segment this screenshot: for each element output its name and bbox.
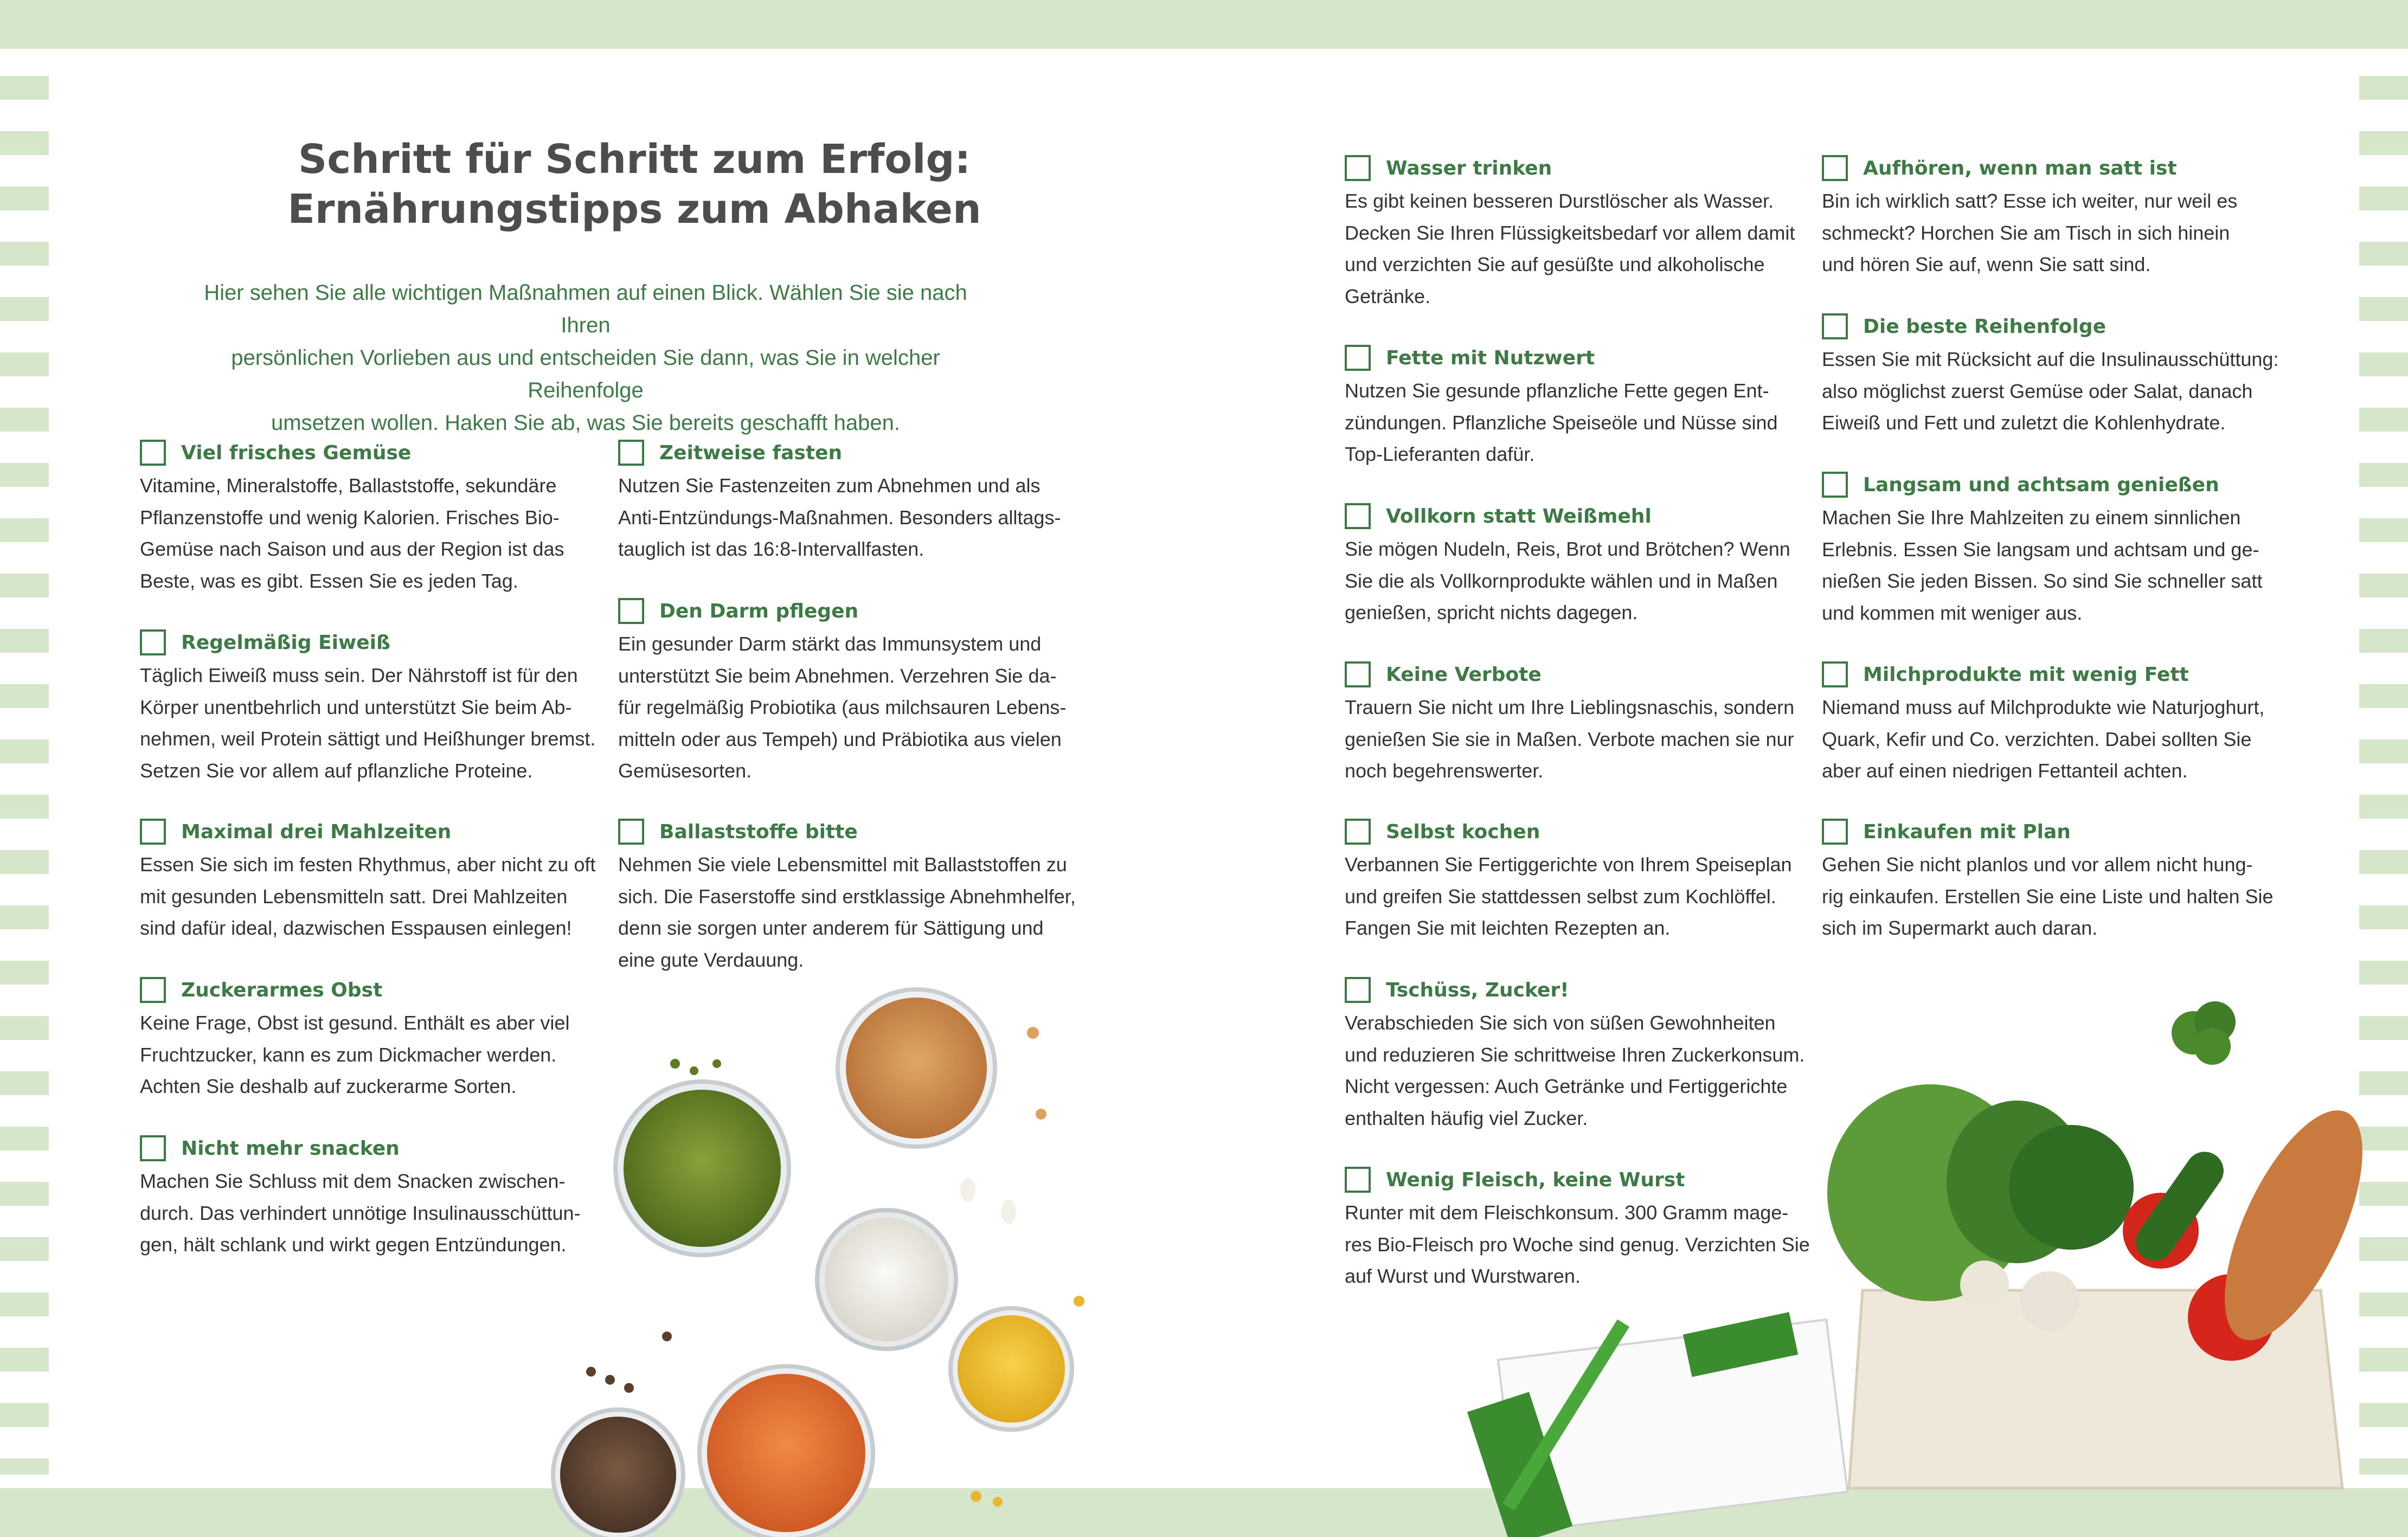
tip-line: Verbannen Sie Fertiggerichte von Ihrem Speiseplan	[1345, 853, 1792, 876]
tip-line: Eiweiß und Fett und zuletzt die Kohlenhydrate.	[1822, 411, 2226, 434]
tip-checkbox[interactable]	[140, 629, 166, 655]
tip-line: schmeckt? Horchen Sie am Tisch in sich hinein	[1822, 221, 2230, 244]
tip-line: Nutzen Sie gesunde pflanzliche Fette gegen Ent-	[1345, 380, 1769, 402]
tip-checkbox[interactable]	[1345, 345, 1371, 371]
scattered-legumes	[586, 1027, 1084, 1507]
top-decor-band	[0, 0, 2408, 49]
intro-paragraph	[179, 276, 992, 439]
tip-line: nießen Sie jeden Bissen. So sind Sie schneller satt	[1822, 570, 2263, 592]
tip-line: Keine Frage, Obst ist gesund. Enthält es aber viel	[140, 1012, 570, 1034]
tip-aufhoeren-wenn-satt	[1822, 152, 2288, 281]
tip-checkbox[interactable]	[140, 977, 166, 1003]
tip-die-beste-reihenfolge	[1822, 310, 2288, 439]
tip-tschuess-zucker	[1345, 974, 1811, 1134]
tip-line: enthalten häufig viel Zucker.	[1345, 1107, 1588, 1129]
tip-text	[1345, 185, 1811, 312]
tip-title: Langsam und achtsam genießen	[1863, 473, 2219, 496]
tip-checkbox[interactable]	[1345, 1167, 1371, 1193]
tip-line: Ein gesunder Darm stärkt das Immunsystem und	[618, 633, 1042, 655]
tip-line: nehmen, weil Protein sättigt und Heißhunger bremst.	[140, 728, 596, 750]
page-title	[228, 134, 1041, 234]
tip-line: sind dafür ideal, dazwischen Esspausen einlegen!	[140, 917, 572, 939]
tip-line: Pflanzenstoffe und wenig Kalorien. Frisches Bio-	[140, 506, 560, 529]
tip-text	[1345, 849, 1811, 944]
tip-checkbox[interactable]	[618, 598, 644, 624]
tip-regelmaessig-eiweiss	[140, 626, 606, 787]
tip-langsam-achtsam	[1822, 468, 2288, 629]
tip-line: genießen, spricht nichts dagegen.	[1345, 601, 1638, 623]
tip-line: Achten Sie deshalb auf zuckerarme Sorten.	[140, 1075, 517, 1097]
tip-text	[1822, 849, 2288, 944]
tip-title: Milchprodukte mit wenig Fett	[1863, 663, 2189, 686]
tip-checkbox[interactable]	[1822, 313, 1848, 339]
tip-title: Fette mit Nutzwert	[1386, 346, 1595, 369]
tip-zuckerarmes-obst	[140, 974, 606, 1103]
tip-line: eine gute Verdauung.	[618, 948, 804, 971]
tip-text	[618, 849, 1084, 976]
tip-line: Vitamine, Mineralstoffe, Ballaststoffe, sekundäre	[140, 474, 557, 497]
tip-line: und hören Sie auf, wenn Sie satt sind.	[1822, 253, 2151, 275]
tip-text	[140, 470, 606, 597]
tip-title: Aufhören, wenn man satt ist	[1863, 157, 2177, 179]
tip-text	[1345, 692, 1811, 787]
green-lentil-bowl	[615, 1082, 789, 1255]
tip-text	[1822, 185, 2288, 281]
tip-nicht-mehr-snacken	[140, 1132, 606, 1261]
tip-checkbox[interactable]	[1822, 819, 1848, 845]
tip-line: Nehmen Sie viele Lebensmittel mit Ballaststoffen zu	[618, 853, 1067, 876]
tip-line: noch begehrenswerter.	[1345, 760, 1544, 782]
tip-line: Sie die als Vollkornprodukte wählen und in Maßen	[1345, 569, 1778, 592]
tip-line: auf Wurst und Wurstwaren.	[1345, 1265, 1581, 1287]
grocery-bag	[1849, 1290, 2342, 1488]
tip-checkbox[interactable]	[618, 440, 644, 466]
tip-milchprodukte	[1822, 658, 2288, 787]
tip-text	[140, 660, 606, 787]
tip-line: mit gesunden Lebensmitteln satt. Drei Mahlzeiten	[140, 885, 568, 908]
tip-line: Gemüse nach Saison und aus der Region ist das	[140, 538, 564, 560]
tip-line: Trauern Sie nicht um Ihre Lieblingsnaschis, sondern	[1345, 696, 1795, 718]
tip-line: gen, hält schlank und wirkt gegen Entzündungen.	[140, 1233, 567, 1256]
tip-text	[140, 849, 606, 944]
yellow-pea-bowl	[951, 1308, 1072, 1430]
tip-line: aber auf einen niedrigen Fettanteil achten.	[1822, 760, 2188, 782]
tip-checkbox[interactable]	[1822, 472, 1848, 498]
tip-checkbox[interactable]	[1822, 155, 1848, 181]
tip-title: Zeitweise fasten	[659, 441, 843, 464]
tip-line: Machen Sie Ihre Mahlzeiten zu einem sinnlichen	[1822, 506, 2241, 529]
tip-einkaufen-mit-plan	[1822, 815, 2288, 944]
tip-title: Wenig Fleisch, keine Wurst	[1386, 1168, 1685, 1191]
tip-line: für regelmäßig Probiotika (aus milchsauren Lebens-	[618, 696, 1067, 718]
tip-checkbox[interactable]	[1345, 977, 1371, 1003]
tip-wasser-trinken	[1345, 152, 1811, 312]
tip-text	[1822, 344, 2288, 439]
tip-title: Einkaufen mit Plan	[1863, 820, 2071, 843]
tip-title: Maximal drei Mahlzeiten	[181, 820, 452, 843]
tip-checkbox[interactable]	[618, 819, 644, 845]
tip-text	[1345, 375, 1811, 471]
bottom-decor-band	[0, 1488, 2408, 1537]
chickpea-bowl	[838, 989, 995, 1147]
tip-line: Fangen Sie mit leichten Rezepten an.	[1345, 917, 1671, 939]
tip-title: Die beste Reihenfolge	[1863, 315, 2107, 338]
tip-line: unterstützt Sie beim Abnehmen. Verzehren Sie da-	[618, 664, 1057, 687]
tip-line: Erlebnis. Essen Sie langsam und achtsam und ge-	[1822, 538, 2259, 561]
tip-line: Beste, was es gibt. Essen Sie es jeden Tag.	[140, 569, 518, 592]
page-title-line: Ernährungstipps zum Abhaken	[287, 186, 981, 233]
tip-vollkorn-statt-weissmehl	[1345, 500, 1811, 629]
tip-title: Regelmäßig Eiweiß	[181, 631, 390, 654]
tip-line: rig einkaufen. Erstellen Sie eine Liste und halten Sie	[1822, 885, 2274, 908]
tip-text	[618, 628, 1084, 787]
tip-text	[1822, 502, 2288, 629]
intro-line: Hier sehen Sie alle wichtigen Maßnahmen auf einen Blick. Wählen Sie sie nach Ihren	[204, 281, 967, 337]
tip-title: Viel frisches Gemüse	[181, 441, 412, 464]
tip-line: Runter mit dem Fleischkonsum. 300 Gramm mage-	[1345, 1201, 1789, 1224]
tip-checkbox[interactable]	[1345, 661, 1371, 687]
tip-line: Decken Sie Ihren Flüssigkeitsbedarf vor allem damit	[1345, 221, 1795, 244]
tip-line: sich. Die Faserstoffe sind erstklassige Abnehmhelfer,	[618, 885, 1076, 908]
tip-line: Quark, Kefir und Co. verzichten. Dabei sollten Sie	[1822, 728, 2252, 750]
tip-line: Top-Lieferanten dafür.	[1345, 443, 1535, 465]
tip-title: Selbst kochen	[1386, 820, 1540, 843]
tip-line: res Bio-Fleisch pro Woche sind genug. Verzichten Sie	[1345, 1233, 1810, 1256]
tip-line: Nicht vergessen: Auch Getränke und Fertiggerichte	[1345, 1075, 1788, 1097]
pencil	[1502, 1320, 1629, 1511]
tip-title: Wasser trinken	[1386, 157, 1552, 179]
tip-line: Körper unentbehrlich und unterstützt Sie beim Ab-	[140, 696, 572, 718]
intro-line: persönlichen Vorlieben aus und entscheiden Sie dann, was Sie in welcher Reihenfolge	[231, 346, 940, 402]
tip-title: Tschüss, Zucker!	[1386, 979, 1569, 1001]
tip-checkbox[interactable]	[1345, 503, 1371, 529]
tip-checkbox[interactable]	[1822, 661, 1848, 687]
tip-den-darm-pflegen	[618, 595, 1084, 787]
tip-ballaststoffe-bitte	[618, 815, 1084, 976]
tip-line: Sie mögen Nudeln, Reis, Brot und Brötchen? Wenn	[1345, 538, 1790, 560]
tip-line: zündungen. Pflanzliche Speiseöle und Nüsse sind	[1345, 411, 1778, 434]
tip-text	[140, 1166, 606, 1261]
tip-zeitweise-fasten	[618, 436, 1084, 565]
tip-line: Niemand muss auf Milchprodukte wie Naturjoghurt,	[1822, 696, 2265, 718]
page-title-line: Schritt für Schritt zum Erfolg:	[298, 136, 971, 183]
white-bean-bowl	[817, 1210, 956, 1349]
tip-checkbox[interactable]	[1345, 819, 1371, 845]
tip-line: Anti-Entzündungs-Maßnahmen. Besonders alltags-	[618, 506, 1061, 529]
tip-title: Vollkorn statt Weißmehl	[1386, 505, 1652, 528]
tip-line: und verzichten Sie auf gesüßte und alkoholische	[1345, 253, 1765, 275]
tip-text	[1822, 692, 2288, 787]
right-stripe-border	[2359, 76, 2408, 1475]
tip-checkbox[interactable]	[140, 440, 166, 466]
tip-title: Nicht mehr snacken	[181, 1137, 400, 1160]
tip-line: Machen Sie Schluss mit dem Snacken zwischen-	[140, 1170, 566, 1192]
tip-title: Den Darm pflegen	[659, 600, 859, 622]
tip-wenig-fleisch	[1345, 1163, 1811, 1292]
tip-keine-verbote	[1345, 658, 1811, 787]
tip-line: mitteln oder aus Tempeh) und Präbiotika aus vielen	[618, 728, 1062, 750]
tip-checkbox[interactable]	[140, 1135, 166, 1161]
tip-line: Nutzen Sie Fastenzeiten zum Abnehmen und als	[618, 474, 1041, 497]
tip-fette-mit-nutzwert	[1345, 342, 1811, 471]
tip-line: Fruchtzucker, kann es zum Dickmacher werden.	[140, 1043, 557, 1066]
tip-line: genießen Sie sie in Maßen. Verbote machen sie nur	[1345, 728, 1794, 750]
tip-line: Täglich Eiweiß muss sein. Der Nährstoff ist für den	[140, 664, 578, 686]
tip-line: Essen Sie sich im festen Rhythmus, aber nicht zu oft	[140, 853, 596, 876]
tip-line: durch. Das verhindert unnötige Insulinausschüttun-	[140, 1201, 581, 1224]
tip-line: denn sie sorgen unter anderem für Sättigung und	[618, 917, 1044, 939]
tip-text	[1345, 1197, 1811, 1292]
tip-title: Keine Verbote	[1386, 663, 1542, 686]
intro-line: umsetzen wollen. Haken Sie ab, was Sie bereits geschafft haben.	[271, 411, 900, 435]
tip-title: Zuckerarmes Obst	[181, 979, 383, 1001]
tip-line: Verabschieden Sie sich von süßen Gewohnheiten	[1345, 1012, 1776, 1034]
tip-line: Setzen Sie vor allem auf pflanzliche Proteine.	[140, 759, 533, 782]
tip-line: also möglichst zuerst Gemüse oder Salat, danach	[1822, 380, 2253, 402]
tip-text	[140, 1007, 606, 1103]
tip-text	[1345, 533, 1811, 629]
tip-text	[618, 470, 1084, 565]
tip-viel-frisches-gemuese	[140, 436, 606, 597]
tip-checkbox[interactable]	[140, 819, 166, 845]
tip-line: und kommen mit weniger aus.	[1822, 601, 2083, 624]
vegetables	[1827, 1001, 2391, 1361]
tip-checkbox[interactable]	[1345, 155, 1371, 181]
tip-line: und greifen Sie stattdessen selbst zum Kochlöffel.	[1345, 885, 1776, 908]
tip-selbst-kochen	[1345, 815, 1811, 944]
tip-line: tauglich ist das 16:8-Intervallfasten.	[618, 538, 924, 560]
tip-line: Getränke.	[1345, 285, 1431, 307]
tip-line: und reduzieren Sie schrittweise Ihren Zuckerkonsum.	[1345, 1043, 1805, 1066]
tip-line: Gehen Sie nicht planlos und vor allem nicht hung-	[1822, 853, 2253, 876]
tip-line: sich im Supermarkt auch daran.	[1822, 917, 2098, 939]
left-stripe-border	[0, 76, 49, 1475]
tip-line: Gemüsesorten.	[618, 760, 752, 782]
tip-line: Bin ich wirklich satt? Esse ich weiter, nur weil es	[1822, 190, 2238, 212]
tip-line: Es gibt keinen besseren Durstlöscher als Wasser.	[1345, 190, 1774, 212]
tip-text	[1345, 1007, 1811, 1134]
tip-title: Ballaststoffe bitte	[659, 820, 858, 843]
tip-line: Essen Sie mit Rücksicht auf die Insulinausschüttung:	[1822, 348, 2279, 370]
tip-maximal-drei-mahlzeiten	[140, 815, 606, 944]
